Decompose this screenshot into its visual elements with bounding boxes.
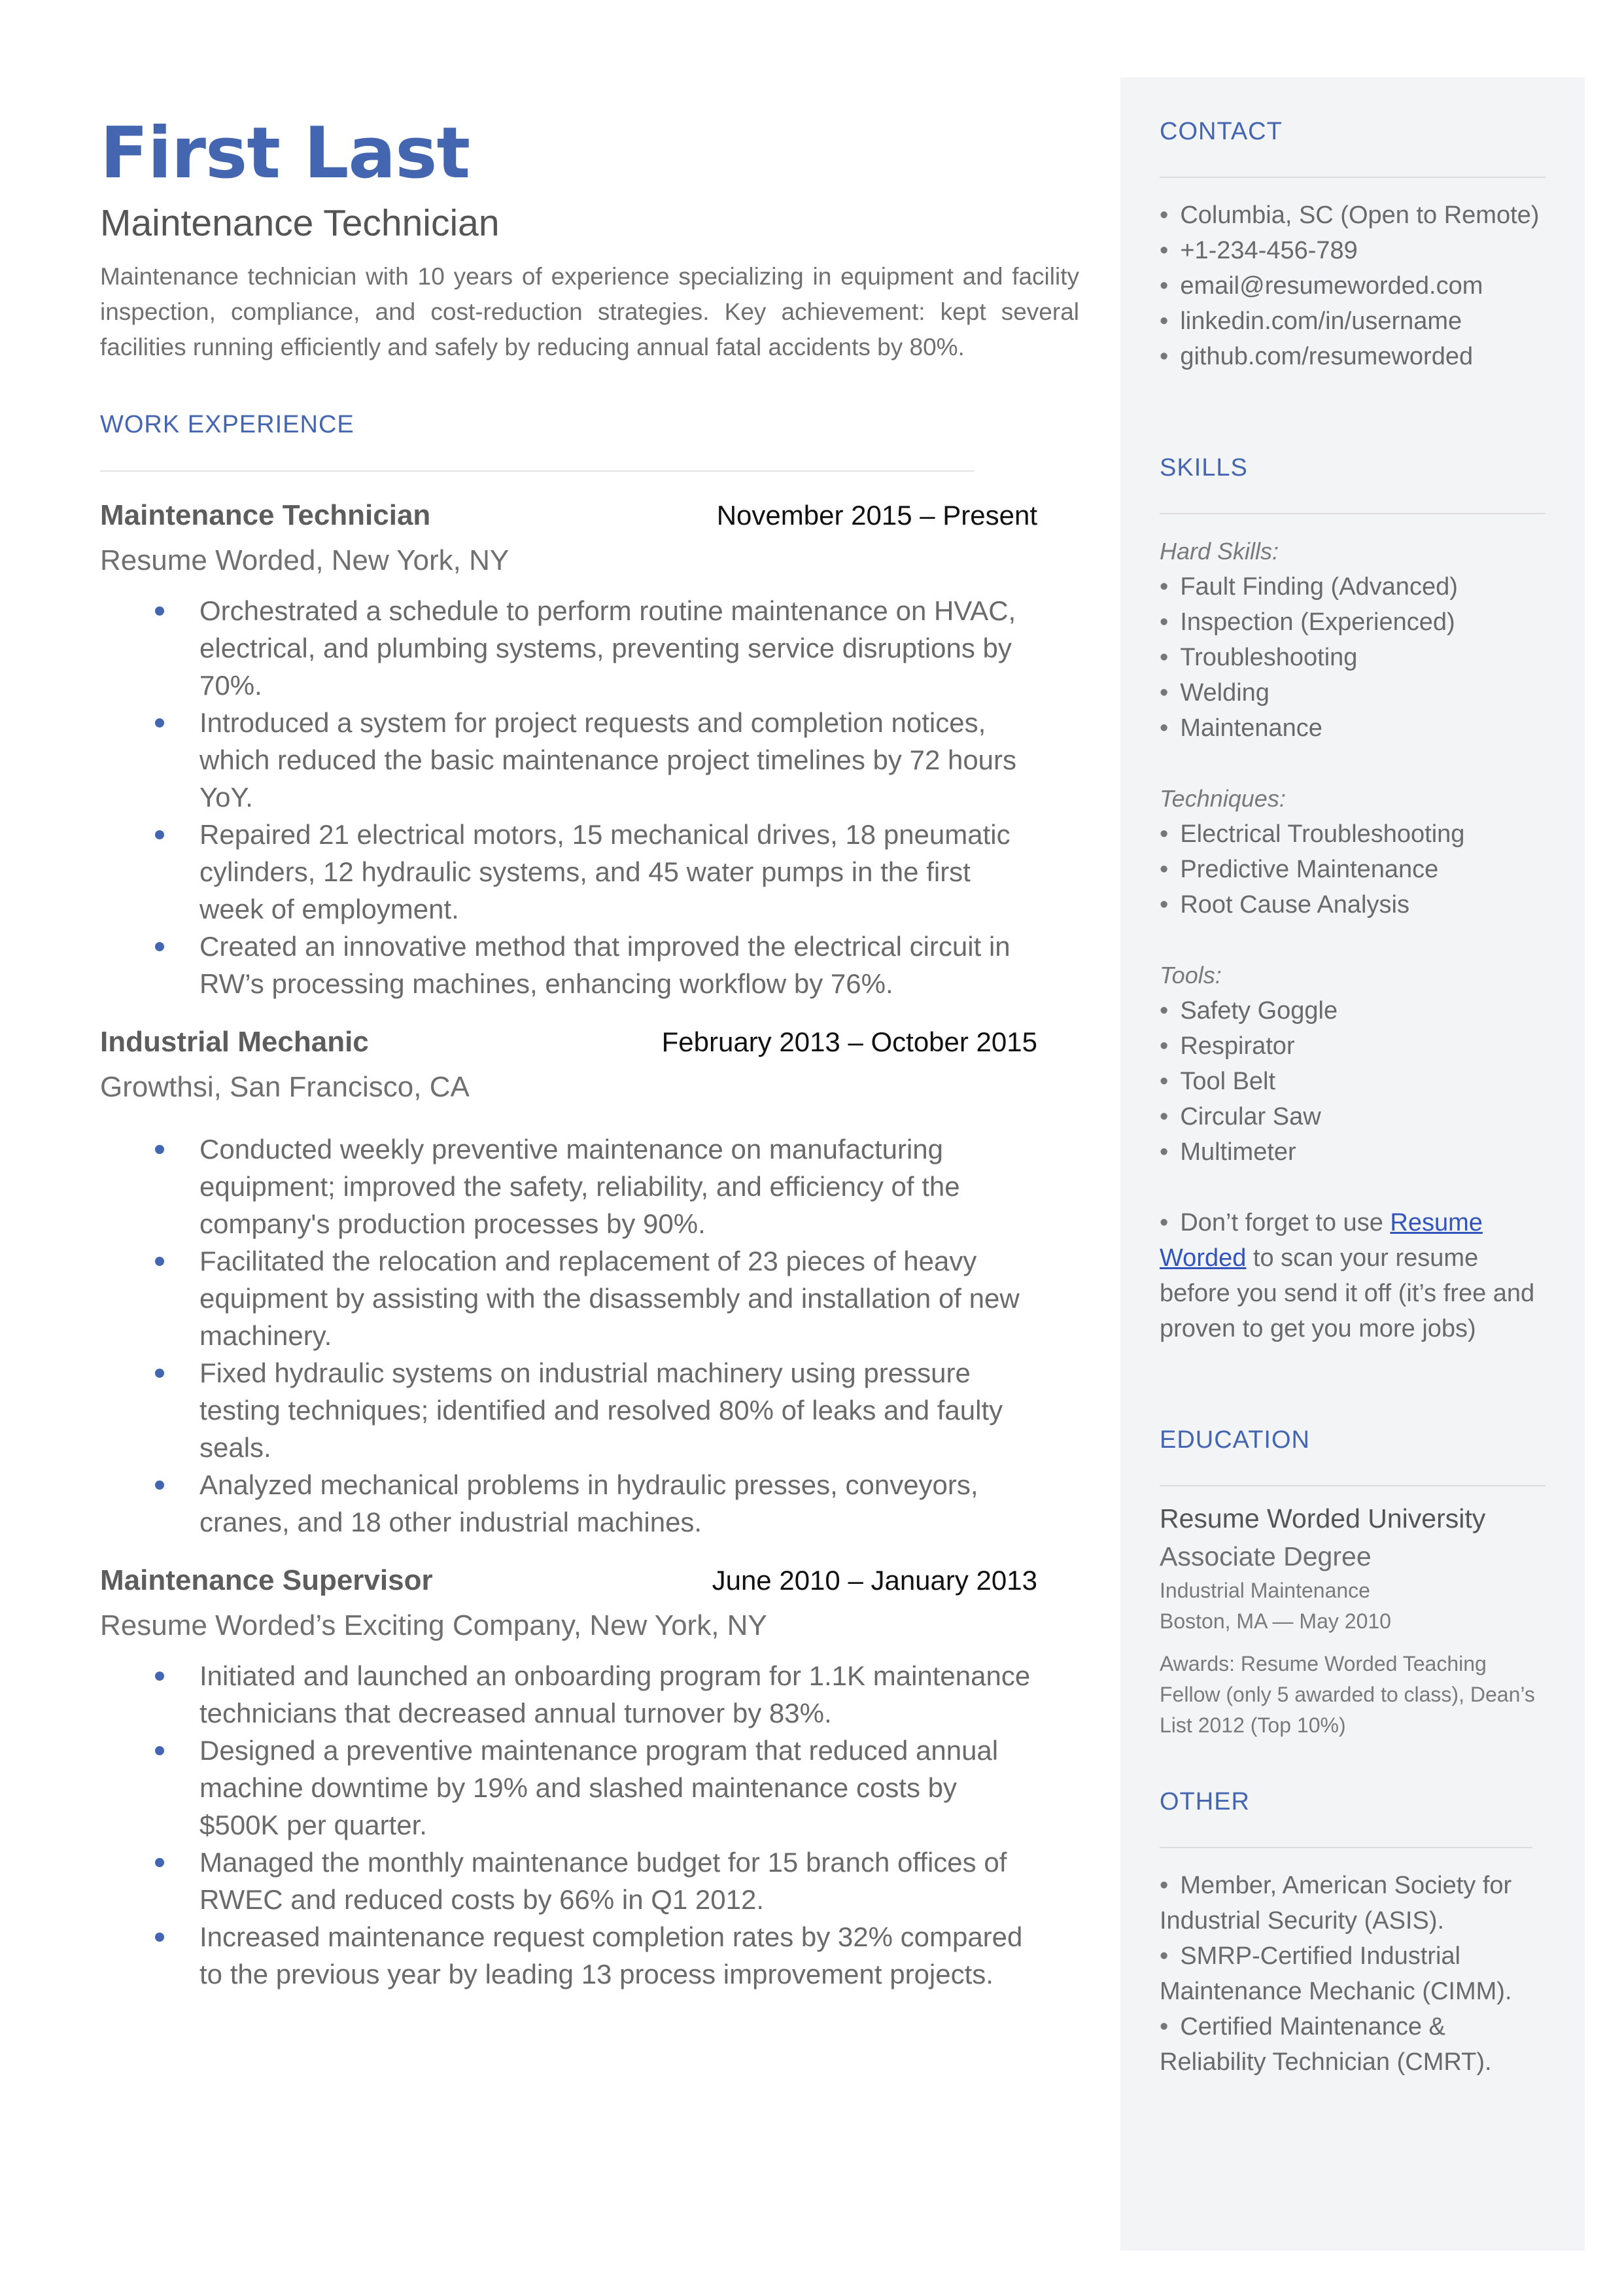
list-item [1160, 1938, 1546, 2009]
list-item [100, 1242, 1037, 1354]
bullet-text: Fixed hydraulic systems on industrial machinery using pressure testing techniques; identified and resolved 80% of leaks and faulty seals. [199, 1358, 1003, 1463]
job-entry [100, 499, 1079, 1002]
bullet-text: Initiated and launched an onboarding program for 1.1K maintenance technicians that decreased annual turnover by 83%. [199, 1660, 1031, 1728]
other-heading: OTHER [1160, 1788, 1250, 1815]
list-item [1160, 887, 1546, 922]
contact-heading: CONTACT [1160, 118, 1283, 145]
list-item [100, 1354, 1037, 1466]
job-bullets [100, 592, 1079, 1002]
bullet-text: Analyzed mechanical problems in hydraulic presses, conveyors, cranes, and 18 other industrial machines. [199, 1469, 978, 1537]
bullet-text: Repaired 21 electrical motors, 15 mechanical drives, 18 pneumatic cylinders, 12 hydraulic systems, and 45 water pumps in the first week of employment. [199, 819, 1011, 924]
list-item [1160, 2009, 1546, 2080]
bullet-text: Designed a preventive maintenance program that reduced annual machine downtime by 19% and slashed maintenance costs by $500K per quarter. [199, 1735, 999, 1840]
bullet-icon: • [1160, 997, 1169, 1025]
skill-text: Predictive Maintenance [1180, 856, 1439, 883]
skill-text: Fault Finding (Advanced) [1180, 573, 1458, 601]
candidate-title: Maintenance Technician [100, 202, 500, 244]
tools-label: Tools: [1160, 962, 1222, 989]
other-text: SMRP-Certified Industrial Maintenance Mechanic (CIMM). [1160, 1942, 1512, 2005]
bullet-icon [155, 1480, 164, 1490]
divider [1160, 1485, 1546, 1486]
bullet-text: Orchestrated a schedule to perform routine maintenance on HVAC, electrical, and plumbing systems, preventing service disruptions by 70%. [199, 595, 1016, 701]
divider [1160, 177, 1546, 178]
bullet-icon: • [1160, 2013, 1169, 2041]
job-role: Maintenance Supervisor [100, 1564, 433, 1596]
bullet-icon: • [1160, 644, 1169, 671]
contact-location [1160, 198, 1546, 233]
skill-text: Circular Saw [1180, 1103, 1321, 1130]
bullet-icon: • [1160, 307, 1169, 335]
list-item [1160, 1064, 1546, 1099]
list-item [100, 1466, 1037, 1541]
list-item [1160, 816, 1546, 852]
list-item [1160, 1028, 1546, 1064]
tip-suffix: to scan your resume before you send it off (it’s free and proven to get you more jobs) [1160, 1244, 1535, 1342]
spacer [1160, 1170, 1546, 1205]
job-dates: November 2015 – Present [716, 500, 1037, 531]
education-field: Industrial Maintenance [1160, 1579, 1370, 1602]
contact-text[interactable]: email@resumeworded.com [1180, 272, 1483, 300]
list-item [1160, 569, 1546, 604]
list-item [1160, 604, 1546, 640]
sidebar [1120, 77, 1585, 2251]
education-school: Resume Worded University [1160, 1503, 1486, 1533]
list-item [1160, 675, 1546, 710]
list-item [100, 592, 1037, 704]
work-experience-heading: WORK EXPERIENCE [100, 411, 354, 438]
list-item [1160, 1868, 1546, 1938]
resume-worded-tip [1160, 1205, 1546, 1346]
bullet-icon: • [1160, 201, 1169, 229]
bullet-icon: • [1160, 714, 1169, 742]
spacer [1160, 746, 1546, 781]
job-entry [100, 1564, 1079, 1993]
bullet-icon: • [1160, 1068, 1169, 1095]
contact-text[interactable]: linkedin.com/in/username [1180, 307, 1462, 335]
bullet-icon [155, 1145, 164, 1154]
job-dates: June 2010 – January 2013 [712, 1565, 1037, 1596]
bullet-icon: • [1160, 1103, 1169, 1130]
skill-text: Inspection (Experienced) [1180, 608, 1455, 636]
bullet-icon: • [1160, 237, 1169, 264]
skill-text: Respirator [1180, 1032, 1295, 1060]
other-text: Member, American Society for Industrial Security (ASIS). [1160, 1872, 1512, 1935]
job-header [100, 1026, 1037, 1059]
contact-text[interactable]: github.com/resumeworded [1180, 343, 1474, 370]
job-header [100, 499, 1037, 532]
sidebar-content [1160, 116, 1546, 2080]
job-bullets [100, 1657, 1079, 1993]
bullet-icon [155, 942, 164, 951]
job-company: Resume Worded, New York, NY [100, 544, 510, 576]
job-entry [100, 1026, 1079, 1541]
job-role: Industrial Mechanic [100, 1026, 369, 1058]
hard-skills-label: Hard Skills: [1160, 538, 1279, 565]
skill-text: Welding [1180, 679, 1270, 707]
bullet-text: Conducted weekly preventive maintenance on manufacturing equipment; improved the safety, reliability, and efficiency of the company's production processes by 90%. [199, 1134, 960, 1239]
divider [100, 470, 974, 472]
bullet-icon: • [1160, 573, 1169, 601]
skill-text: Tool Belt [1180, 1068, 1276, 1095]
bullet-icon [155, 830, 164, 839]
tools-list [1160, 993, 1546, 1170]
spacer [1160, 922, 1546, 958]
bullet-icon [155, 1369, 164, 1378]
summary: Maintenance technician with 10 years of experience specializing in equipment and facility inspection, compliance, and cost-reduction strategies. Key achievement: kept several facilities running efficiently and safely by reducing annual fatal accidents by 80%. [100, 263, 1079, 360]
list-item [100, 1657, 1037, 1732]
bullet-icon: • [1160, 679, 1169, 707]
bullet-icon: • [1160, 820, 1169, 848]
techniques-list [1160, 816, 1546, 922]
other-list [1160, 1868, 1546, 2080]
divider [1160, 1847, 1532, 1848]
bullet-icon [155, 1858, 164, 1867]
other-text: Certified Maintenance & Reliability Technician (CMRT). [1160, 2013, 1492, 2076]
education-heading: EDUCATION [1160, 1426, 1310, 1454]
education-awards: Awards: Resume Worded Teaching Fellow (only 5 awarded to class), Dean’s List 2012 (Top 10%) [1160, 1652, 1535, 1737]
skill-text: Maintenance [1180, 714, 1322, 742]
list-item [100, 928, 1037, 1002]
job-bullets [100, 1130, 1079, 1541]
list-item [1160, 640, 1546, 675]
bullet-icon: • [1160, 343, 1169, 370]
bullet-icon: • [1160, 891, 1169, 919]
list-item [1160, 852, 1546, 887]
skills-heading: SKILLS [1160, 454, 1248, 482]
contact-text[interactable]: +1-234-456-789 [1180, 237, 1358, 264]
job-role: Maintenance Technician [100, 499, 431, 531]
job-dates: February 2013 – October 2015 [661, 1026, 1037, 1057]
bullet-icon [155, 1257, 164, 1266]
bullet-icon: • [1160, 608, 1169, 636]
skill-text: Troubleshooting [1180, 644, 1358, 671]
list-item [1160, 1134, 1546, 1170]
bullet-icon [155, 606, 164, 616]
contact-phone[interactable] [1160, 233, 1546, 268]
list-item [1160, 710, 1546, 746]
bullet-icon [155, 1746, 164, 1755]
techniques-label: Techniques: [1160, 785, 1286, 812]
bullet-icon: • [1160, 1209, 1169, 1236]
education-location-date: Boston, MA — May 2010 [1160, 1609, 1391, 1633]
bullet-icon: • [1160, 1942, 1169, 1970]
bullet-icon: • [1160, 1032, 1169, 1060]
list-item [100, 1732, 1037, 1844]
divider [1160, 513, 1546, 514]
bullet-icon [155, 1933, 164, 1942]
main-column [100, 111, 1079, 1993]
contact-linkedin[interactable] [1160, 304, 1546, 339]
skill-text: Multimeter [1180, 1138, 1296, 1166]
bullet-icon: • [1160, 1138, 1169, 1166]
list-item [1160, 1099, 1546, 1134]
list-item [100, 1844, 1037, 1918]
resume-worded-link[interactable]: Resume Worded [1160, 1209, 1483, 1272]
bullet-text: Increased maintenance request completion rates by 32% compared to the previous year by leading 13 process improvement projects. [199, 1921, 1023, 1989]
skill-text: Electrical Troubleshooting [1180, 820, 1465, 848]
bullet-icon: • [1160, 856, 1169, 883]
bullet-icon: • [1160, 1872, 1169, 1899]
education-degree: Associate Degree [1160, 1541, 1372, 1571]
contact-email[interactable] [1160, 268, 1546, 304]
tip-prefix: Don’t forget to use [1180, 1209, 1391, 1236]
list-item [100, 1918, 1037, 1993]
list-item [100, 1130, 1037, 1242]
list-item [100, 704, 1037, 816]
candidate-name: First Last [100, 113, 470, 194]
bullet-text: Created an innovative method that improved the electrical circuit in RW’s processing machines, enhancing workflow by 76%. [199, 931, 1011, 999]
bullet-text: Managed the monthly maintenance budget for 15 branch offices of RWEC and reduced costs by 66% in Q1 2012. [199, 1847, 1007, 1915]
list-item [100, 816, 1037, 928]
bullet-icon [155, 1672, 164, 1681]
bullet-icon: • [1160, 272, 1169, 300]
job-company: Growthsi, San Francisco, CA [100, 1071, 470, 1103]
job-header [100, 1564, 1037, 1597]
job-company: Resume Worded’s Exciting Company, New York, NY [100, 1609, 767, 1641]
bullet-icon [155, 718, 164, 727]
contact-text: Columbia, SC (Open to Remote) [1180, 201, 1540, 229]
skill-text: Safety Goggle [1180, 997, 1338, 1025]
bullet-text: Introduced a system for project requests and completion notices, which reduced the basic maintenance project timelines by 72 hours YoY. [199, 707, 1017, 813]
skill-text: Root Cause Analysis [1180, 891, 1409, 919]
list-item [1160, 993, 1546, 1028]
hard-skills-list [1160, 569, 1546, 746]
contact-list [1160, 198, 1546, 374]
contact-github[interactable] [1160, 339, 1546, 374]
bullet-text: Facilitated the relocation and replacement of 23 pieces of heavy equipment by assisting with the disassembly and installation of new machinery. [199, 1246, 1020, 1351]
